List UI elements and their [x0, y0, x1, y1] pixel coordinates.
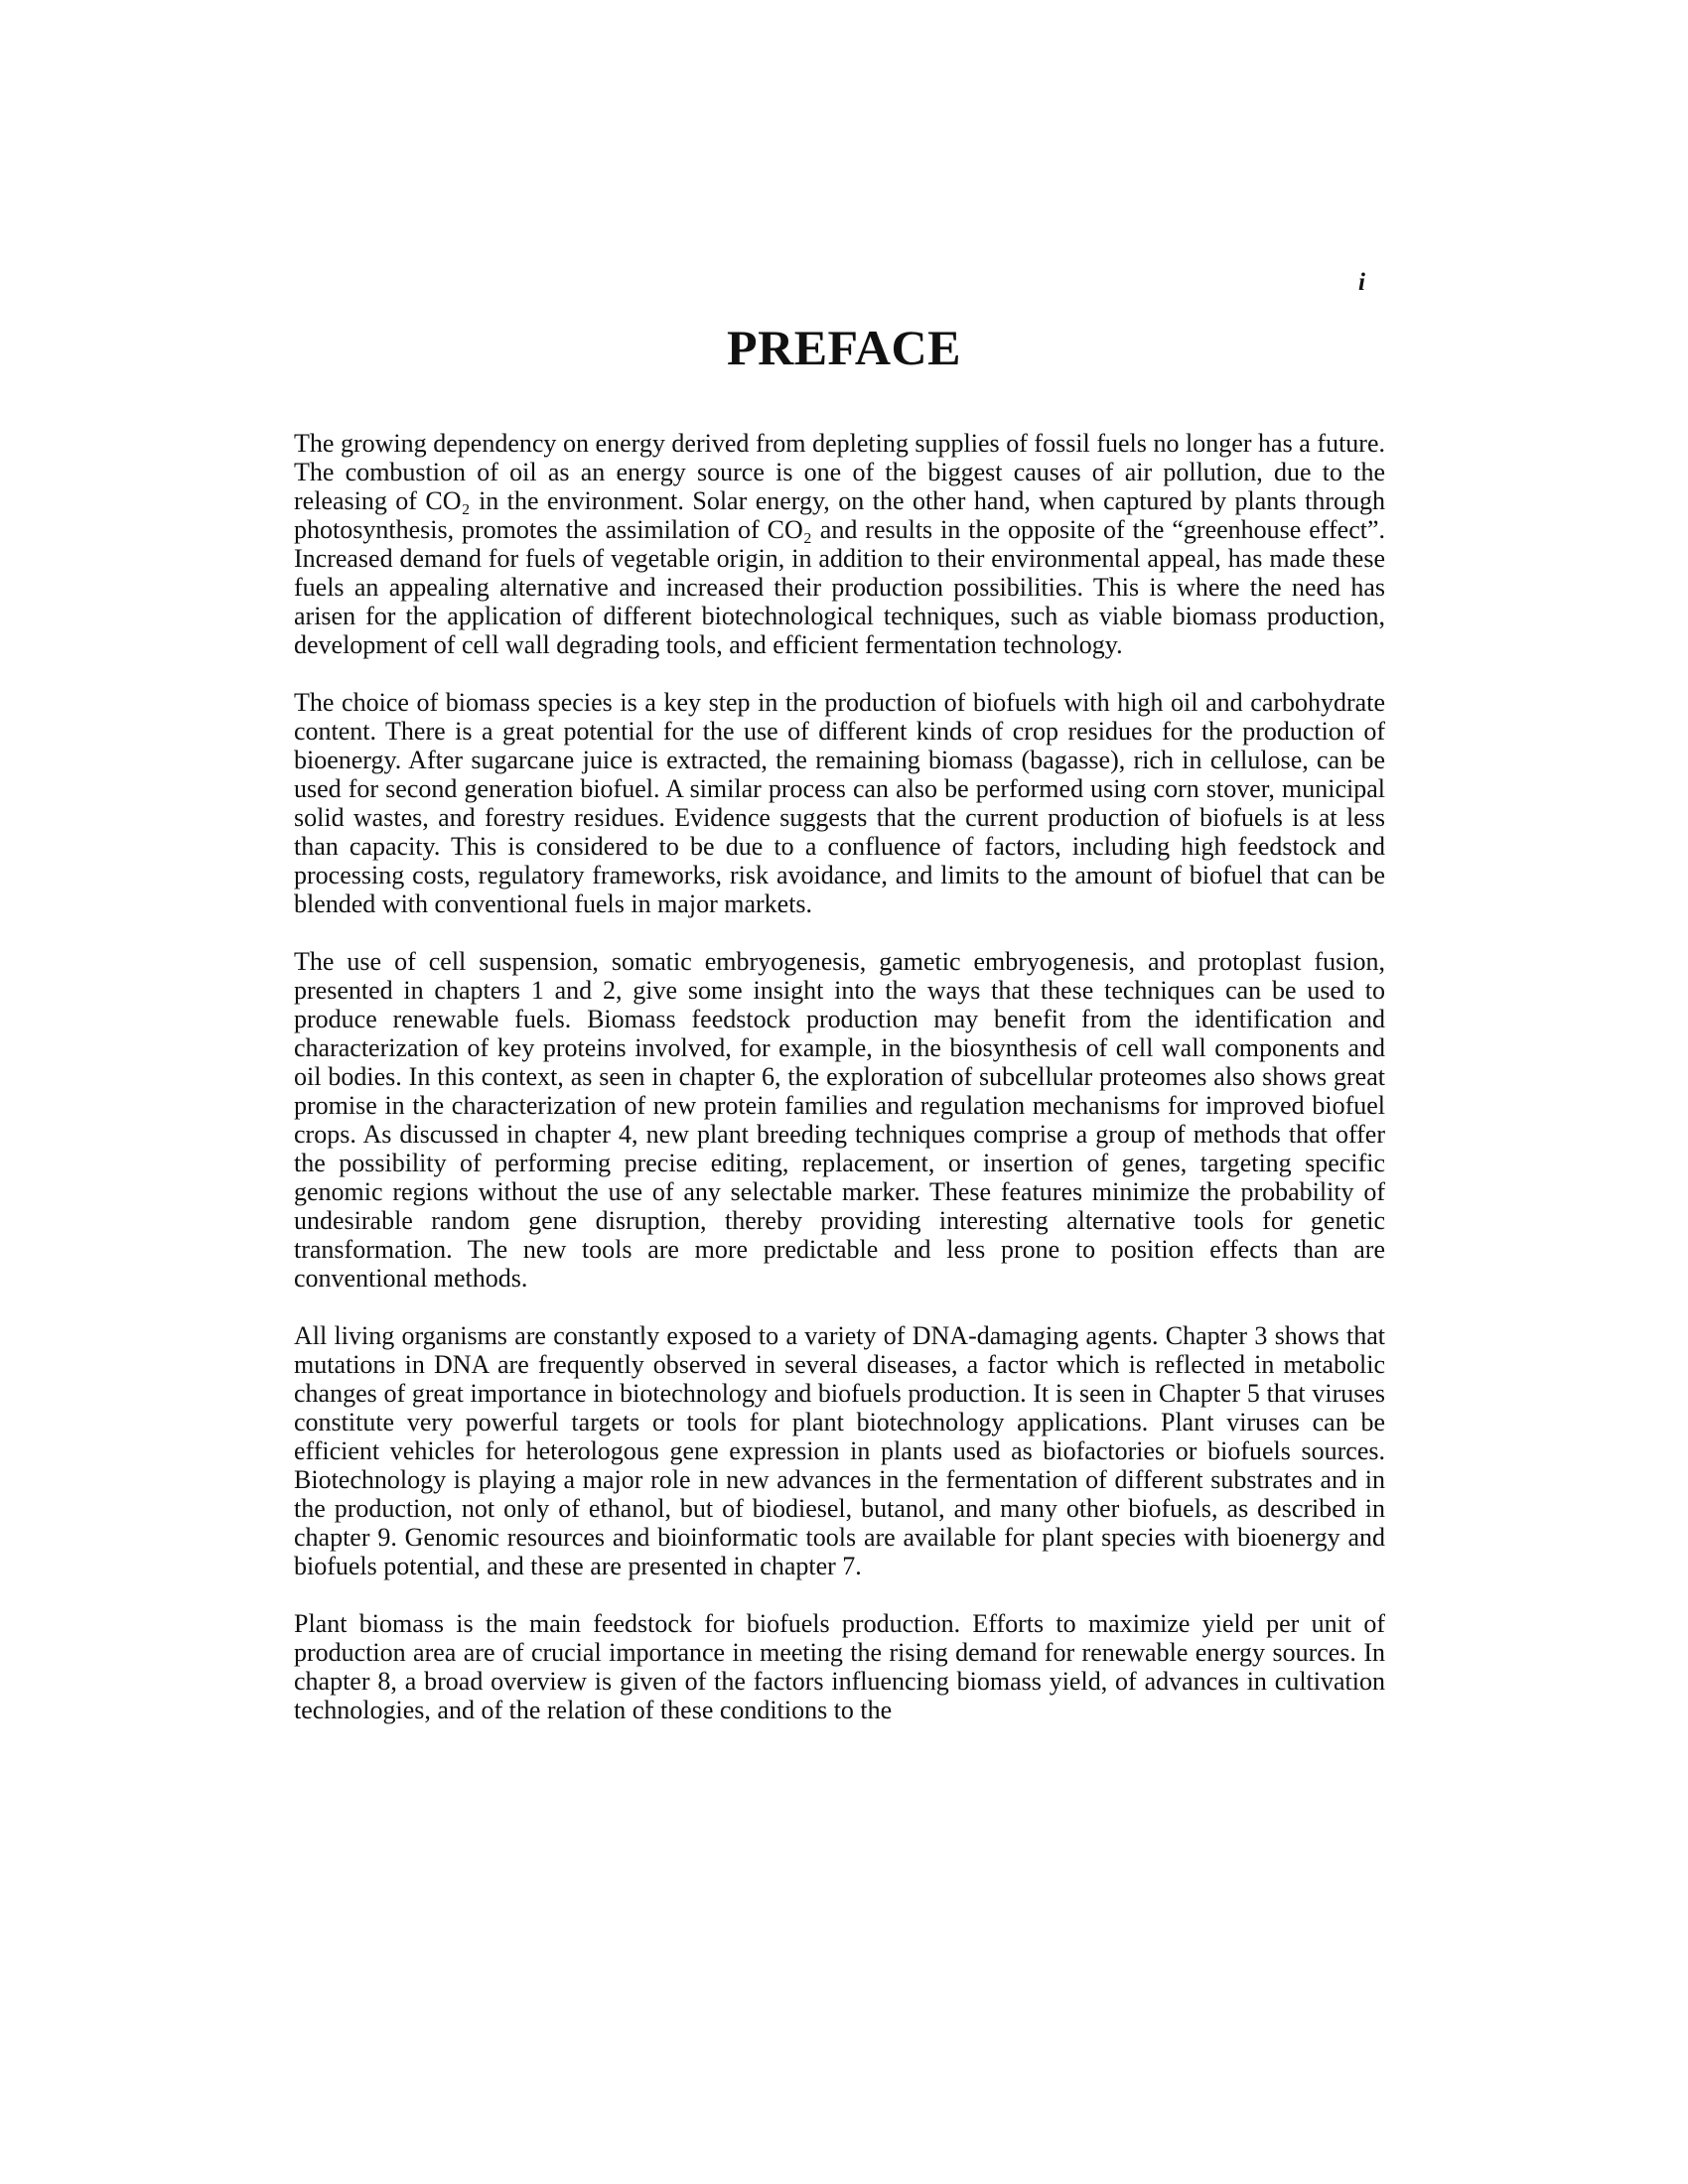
paragraph-1: The growing dependency on energy derived from depleting supplies of fossil fuels no longer has a future. The combustion of oil as an energy source is one of the biggest causes of air pollution, due to the releasing of CO₂ in the environment. Solar energy, on the other hand, when captured by plants through photosynthesis, promotes the assimilation of CO₂ and results in the opposite of the “greenhouse effect”. Increased demand for fuels of vegetable origin, in addition to their environmental appeal, has made these fuels an appealing alternative and increased their production possibilities. This is where the need has arisen for the application of different biotechnological techniques, such as viable biomass production, development of cell wall degrading tools, and efficient fermentation technology.: [294, 429, 1385, 659]
preface-body: [294, 429, 1385, 1753]
page-title: PREFACE: [727, 320, 961, 375]
paragraph-4: All living organisms are constantly exposed to a variety of DNA-damaging agents. Chapter 3 shows that mutations in DNA are frequently observed in several diseases, a factor which is reflected in metabolic changes of great importance in biotechnology and biofuels production. It is seen in Chapter 5 that viruses constitute very powerful targets or tools for plant biotechnology applications. Plant viruses can be efficient vehicles for heterologous gene expression in plants used as biofactories or biofuels sources. Biotechnology is playing a major role in new advances in the fermentation of different substrates and in the production, not only of ethanol, but of biodiesel, butanol, and many other biofuels, as described in chapter 9. Genomic resources and bioinformatic tools are available for plant species with bioenergy and biofuels potential, and these are presented in chapter 7.: [294, 1321, 1385, 1580]
paragraph-5: Plant biomass is the main feedstock for biofuels production. Efforts to maximize yield per unit of production area are of crucial importance in meeting the rising demand for renewable energy sources. In chapter 8, a broad overview is given of the factors influencing biomass yield, of advances in cultivation technologies, and of the relation of these conditions to the: [294, 1609, 1385, 1724]
paragraph-3: The use of cell suspension, somatic embryogenesis, gametic embryogenesis, and protoplast fusion, presented in chapters 1 and 2, give some insight into the ways that these techniques can be used to produce renewable fuels. Biomass feedstock production may benefit from the identification and characterization of key proteins involved, for example, in the biosynthesis of cell wall components and oil bodies. In this context, as seen in chapter 6, the exploration of subcellular proteomes also shows great promise in the characterization of new protein families and regulation mechanisms for improved biofuel crops. As discussed in chapter 4, new plant breeding techniques comprise a group of methods that offer the possibility of performing precise editing, replacement, or insertion of genes, targeting specific genomic regions without the use of any selectable marker. These features minimize the probability of undesirable random gene disruption, thereby providing interesting alternative tools for genetic transformation. The new tools are more predictable and less prone to position effects than are conventional methods.: [294, 947, 1385, 1293]
page-number: i: [1358, 269, 1365, 296]
paragraph-2: The choice of biomass species is a key step in the production of biofuels with high oil and carbohydrate content. There is a great potential for the use of different kinds of crop residues for the production of bioenergy. After sugarcane juice is extracted, the remaining biomass (bagasse), rich in cellulose, can be used for second generation biofuel. A similar process can also be performed using corn stover, municipal solid wastes, and forestry residues. Evidence suggests that the current production of biofuels is at less than capacity. This is considered to be due to a confluence of factors, including high feedstock and processing costs, regulatory frameworks, risk avoidance, and limits to the amount of biofuel that can be blended with conventional fuels in major markets.: [294, 688, 1385, 918]
